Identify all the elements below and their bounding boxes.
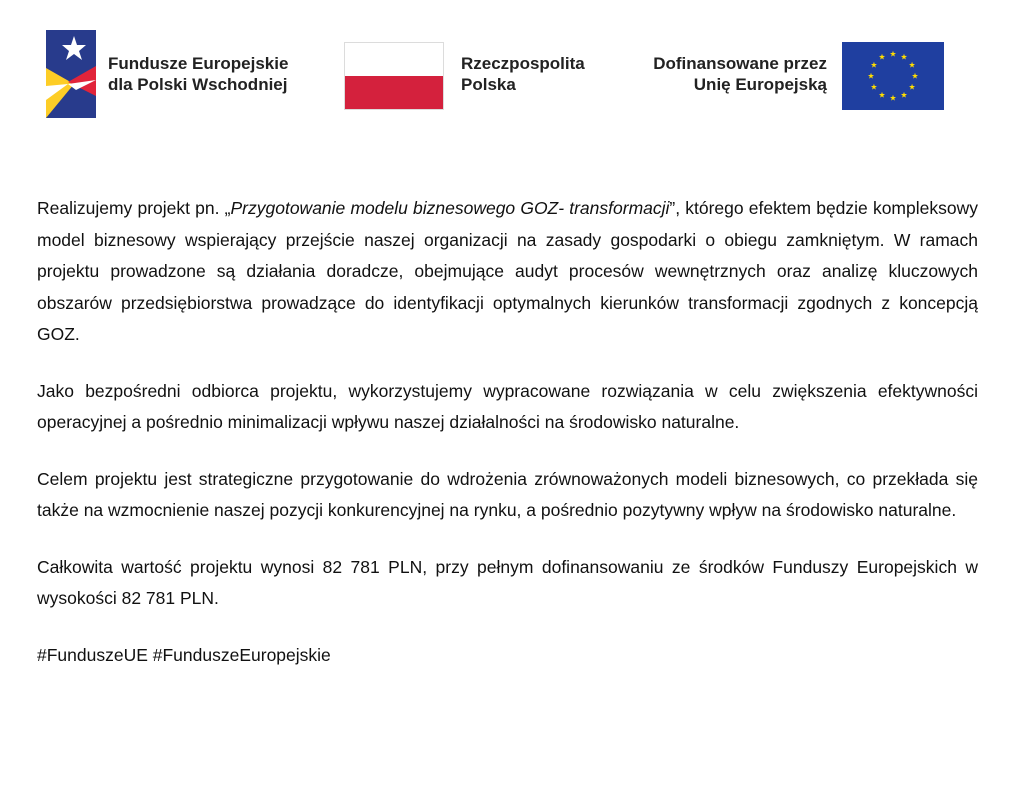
fe-line2: dla Polski Wschodniej	[108, 75, 288, 94]
paragraph-value: Całkowita wartość projektu wynosi 82 781 PLN, przy pełnym dofinansowaniu ze środków Funduszy Europejskich w wysokości 82 781 PLN.	[37, 556, 978, 608]
eu-line1: Dofinansowane przez	[653, 54, 827, 73]
polish-flag-icon	[344, 42, 444, 110]
eu-line2: Unię Europejską	[693, 75, 827, 94]
rzeczpospolita-text	[461, 53, 585, 95]
paragraph-goal: Celem projektu jest strategiczne przygotowanie do wdrożenia zrównoważonych modeli biznesowych, co przekłada się także na wzmocnienie naszej pozycji konkurencyjnej na rynku, a pośrednio pozytywny wpływ na środowisko naturalne.	[37, 468, 978, 520]
hashtags: #FunduszeUE #FunduszeEuropejskie	[37, 644, 331, 665]
eu-cofinanced-text	[653, 53, 827, 95]
flag-red-stripe	[345, 76, 443, 109]
rp-line1: Rzeczpospolita	[461, 54, 585, 73]
flag-white-stripe	[345, 43, 443, 76]
paragraph-beneficiary: Jako bezpośredni odbiorca projektu, wykorzystujemy wypracowane rozwiązania w celu zwiększenia efektywności operacyjnej a pośrednio minimalizacji wpływu naszej działalności na środowisko naturalne.	[37, 380, 978, 432]
fe-line1: Fundusze Europejskie	[108, 54, 289, 73]
fundusze-europejskie-logo-icon	[46, 30, 96, 118]
logo-bar	[0, 0, 1024, 130]
p1-after: ”, którego efektem będzie kompleksowy model biznesowy wspierający przejście naszej organizacji na zasady gospodarki o obiegu zamkniętym. W ramach projektu prowadzone są działania doradcze, obejmujące audyt procesów wewnętrznych oraz analizę kluczowych obszarów przedsiębiorstwa prowadzące do identyfikacji optymalnych kierunków transformacji zgodnych z koncepcją GOZ.	[37, 198, 978, 344]
project-description	[37, 193, 978, 696]
paragraph-project-intro	[37, 193, 978, 351]
project-title: Przygotowanie modelu biznesowego GOZ- transformacji	[230, 198, 670, 218]
p1-before: Realizujemy projekt pn. „	[37, 198, 231, 218]
eu-flag-icon	[842, 42, 944, 110]
fundusze-europejskie-text	[108, 53, 288, 95]
rp-line2: Polska	[461, 75, 516, 94]
